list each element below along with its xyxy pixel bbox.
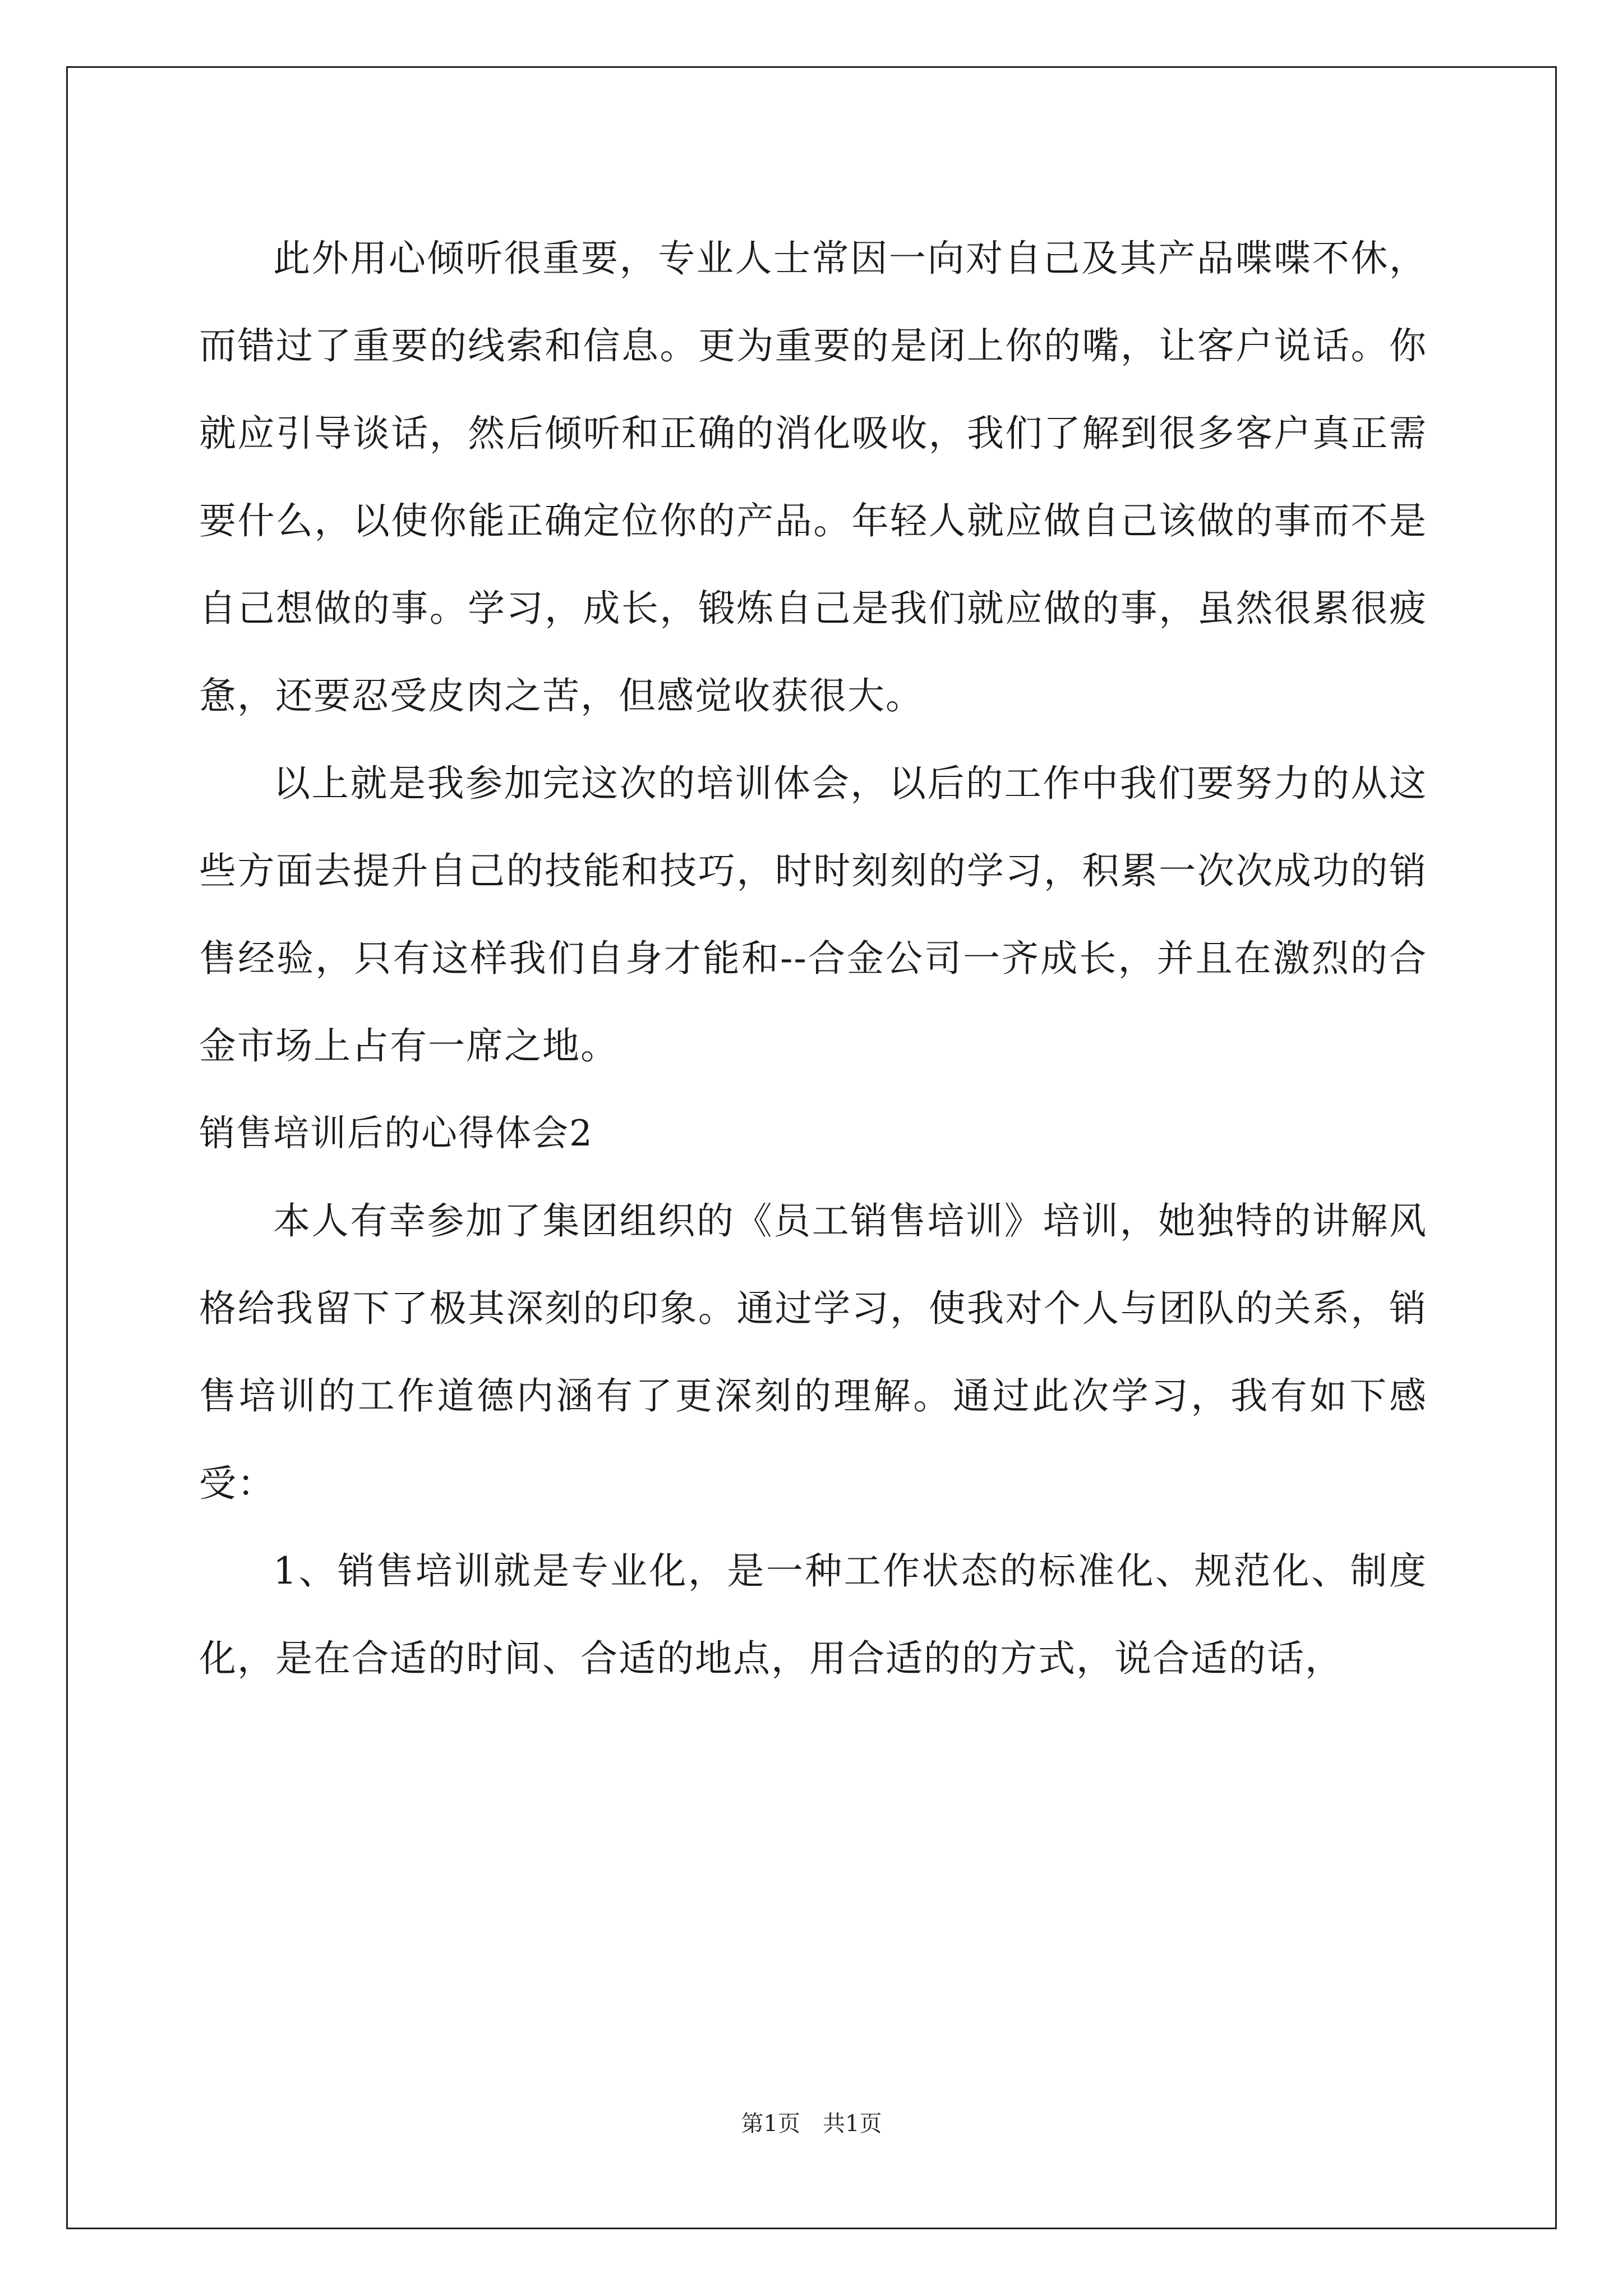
paragraph-intro: 本人有幸参加了集团组织的《员工销售培训》培训，她独特的讲解风格给我留下了极其深刻的印象。通过学习，使我对个人与团队的关系，销售培训的工作道德内涵有了更深刻的理解。通过此次学习，我有如下感受：: [199, 1199, 1427, 1505]
paragraph-point-1: 1、销售培训就是专业化，是一种工作状态的标准化、规范化、制度化，是在合适的时间、合适的地点，用合适的的方式，说合适的话，: [199, 1549, 1427, 1680]
page-footer: 第1页 共1页: [741, 2111, 882, 2137]
section-heading: 销售培训后的心得体会2: [199, 1113, 593, 1154]
document-body: [199, 215, 1427, 1703]
paragraph-summary: 以上就是我参加完这次的培训体会，以后的工作中我们要努力的从这些方面去提升自己的技能和技巧，时时刻刻的学习，积累一次次成功的销售经验，只有这样我们自身才能和--合金公司一齐成长，并且在激烈的合金市场上占有一席之地。: [199, 762, 1427, 1068]
paragraph-listening: 此外用心倾听很重要，专业人士常因一向对自己及其产品喋喋不休，而错过了重要的线索和信息。更为重要的是闭上你的嘴，让客户说话。你就应引导谈话，然后倾听和正确的消化吸收，我们了解到很多客户真正需要什么，以使你能正确定位你的产品。年轻人就应做自己该做的事而不是自己想做的事。学习，成长，锻炼自己是我们就应做的事，虽然很累很疲惫，还要忍受皮肉之苦，但感觉收获很大。: [199, 237, 1427, 717]
